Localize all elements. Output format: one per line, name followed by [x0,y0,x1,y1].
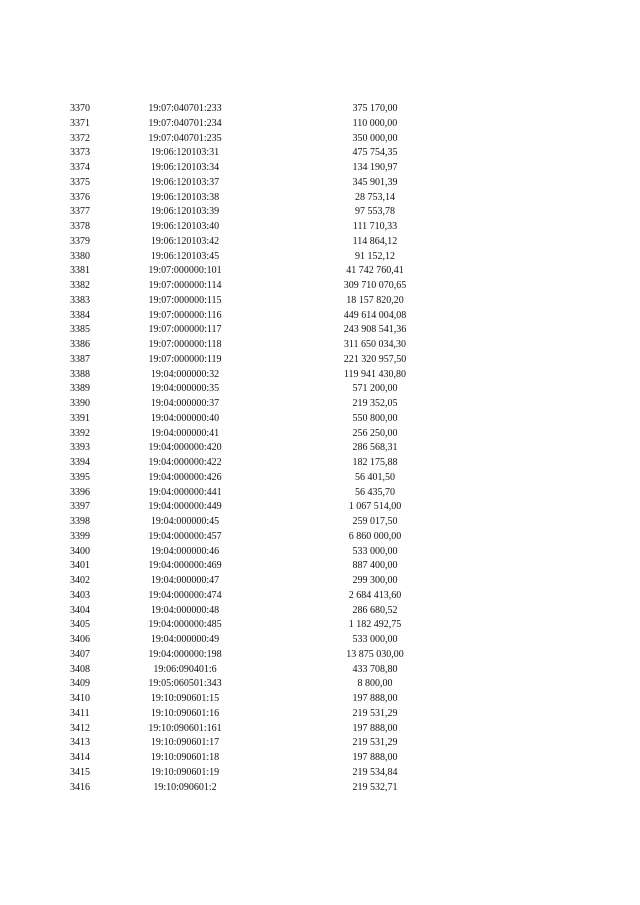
cadastral-number: 19:04:000000:474 [148,589,222,601]
table-row [0,161,640,176]
cadastral-number: 19:07:000000:118 [148,339,222,350]
cadastral-number: 19:04:000000:35 [150,383,220,395]
table-row [0,250,640,265]
row-number: 3399 [70,530,90,542]
table-row [0,441,640,456]
amount-value: 134 190,97 [352,162,398,173]
row-number: 3401 [70,560,90,572]
row-number: 3414 [70,752,90,763]
amount-value: 13 875 030,00 [346,648,404,660]
amount-value: 219 532,71 [352,781,398,793]
table-row [0,618,640,633]
amount-value: 259 017,50 [352,516,398,527]
cadastral-number: 19:10:090601:2 [153,781,217,793]
table-row [0,574,640,589]
cadastral-number: 19:07:000000:119 [148,353,222,365]
cadastral-number: 19:07:040701:234 [148,117,222,129]
table-row [0,146,640,161]
cadastral-number: 19:04:000000:426 [148,471,222,483]
row-number: 3371 [70,117,90,129]
register-table [0,102,640,795]
cadastral-number: 19:04:000000:420 [148,442,222,454]
cadastral-number: 19:04:000000:441 [148,486,222,498]
amount-value: 550 800,00 [352,412,398,424]
table-row [0,736,640,751]
table-row [0,427,640,442]
amount-value: 533 000,00 [352,634,398,645]
amount-value: 6 860 000,00 [348,530,402,542]
amount-value: 887 400,00 [352,560,398,572]
table-row [0,692,640,707]
cadastral-number: 19:10:090601:15 [150,693,220,704]
table-row [0,633,640,648]
amount-value: 119 941 430,80 [343,368,407,380]
cadastral-number: 19:05:060501:343 [148,678,222,690]
row-number: 3386 [70,339,90,350]
table-row [0,397,640,412]
amount-value: 286 568,31 [352,442,398,454]
table-row [0,117,640,132]
row-number: 3388 [70,368,90,380]
table-row [0,722,640,737]
amount-value: 243 908 541,36 [343,324,407,336]
table-row [0,500,640,515]
row-number: 3385 [70,324,90,336]
row-number: 3373 [70,147,90,159]
table-row [0,471,640,486]
table-row [0,456,640,471]
amount-value: 345 901,39 [352,176,398,188]
table-row [0,559,640,574]
row-number: 3389 [70,383,90,395]
row-number: 3387 [70,353,90,365]
row-number: 3375 [70,176,90,188]
row-number: 3381 [70,265,90,277]
row-number: 3395 [70,471,90,483]
row-number: 3390 [70,398,90,409]
amount-value: 8 800,00 [357,678,393,690]
cadastral-number: 19:04:000000:48 [150,604,220,616]
cadastral-number: 19:07:040701:235 [148,132,222,144]
table-row [0,707,640,722]
table-row [0,781,640,796]
amount-value: 221 320 957,50 [343,353,407,365]
cadastral-number: 19:04:000000:37 [150,398,220,409]
cadastral-number: 19:06:120103:40 [150,221,220,232]
amount-value: 111 710,33 [352,221,398,232]
cadastral-number: 19:07:000000:114 [148,280,222,291]
table-row [0,382,640,397]
row-number: 3372 [70,132,90,144]
row-number: 3404 [70,604,90,616]
table-row [0,264,640,279]
amount-value: 350 000,00 [352,132,398,144]
row-number: 3396 [70,486,90,498]
cadastral-number: 19:10:090601:19 [150,766,220,778]
amount-value: 114 864,12 [352,235,398,247]
amount-value: 197 888,00 [352,722,398,734]
amount-value: 449 614 004,08 [343,309,407,321]
cadastral-number: 19:04:000000:422 [148,457,222,468]
cadastral-number: 19:04:000000:449 [148,501,222,513]
row-number: 3407 [70,648,90,660]
cadastral-number: 19:06:120103:31 [150,147,220,159]
row-number: 3408 [70,663,90,675]
row-number: 3411 [70,707,90,719]
table-row [0,205,640,220]
cadastral-number: 19:10:090601:161 [148,722,222,734]
table-row [0,589,640,604]
cadastral-number: 19:07:000000:117 [148,324,222,336]
row-number: 3382 [70,280,90,291]
amount-value: 197 888,00 [352,752,398,763]
table-row [0,294,640,309]
amount-value: 475 754,35 [352,147,398,159]
table-row [0,368,640,383]
table-row [0,545,640,560]
row-number: 3409 [70,678,90,690]
table-row [0,235,640,250]
table-row [0,486,640,501]
amount-value: 219 352,05 [352,398,398,409]
table-row [0,102,640,117]
cadastral-number: 19:06:120103:42 [150,235,220,247]
amount-value: 56 401,50 [355,471,395,483]
cadastral-number: 19:04:000000:45 [150,516,220,527]
amount-value: 311 650 034,30 [343,339,407,350]
row-number: 3413 [70,737,90,749]
cadastral-number: 19:04:000000:485 [148,619,222,631]
amount-value: 91 152,12 [355,250,395,262]
row-number: 3406 [70,634,90,645]
row-number: 3379 [70,235,90,247]
amount-value: 110 000,00 [352,117,398,129]
table-row [0,353,640,368]
row-number: 3380 [70,250,90,262]
table-row [0,176,640,191]
row-number: 3398 [70,516,90,527]
table-row [0,766,640,781]
amount-value: 375 170,00 [352,103,398,114]
cadastral-number: 19:04:000000:32 [150,368,220,380]
row-number: 3376 [70,191,90,203]
row-number: 3394 [70,457,90,468]
table-row [0,279,640,294]
amount-value: 286 680,52 [352,604,398,616]
row-number: 3410 [70,693,90,704]
amount-value: 1 182 492,75 [348,619,402,631]
cadastral-number: 19:06:120103:45 [150,250,220,262]
row-number: 3415 [70,766,90,778]
row-number: 3391 [70,412,90,424]
table-row [0,677,640,692]
cadastral-number: 19:07:000000:101 [148,265,222,277]
row-number: 3400 [70,545,90,557]
cadastral-number: 19:06:120103:38 [150,191,220,203]
cadastral-number: 19:04:000000:469 [148,560,222,572]
amount-value: 433 708,80 [352,663,398,675]
cadastral-number: 19:04:000000:47 [150,575,220,586]
row-number: 3403 [70,589,90,601]
table-row [0,338,640,353]
amount-value: 197 888,00 [352,693,398,704]
amount-value: 41 742 760,41 [346,265,404,277]
cadastral-number: 19:10:090601:16 [150,707,220,719]
table-row [0,530,640,545]
amount-value: 219 531,29 [352,737,398,749]
row-number: 3405 [70,619,90,631]
row-number: 3392 [70,427,90,439]
table-row [0,220,640,235]
row-number: 3383 [70,294,90,306]
row-number: 3397 [70,501,90,513]
cadastral-number: 19:04:000000:49 [150,634,220,645]
amount-value: 56 435,70 [355,486,395,498]
cadastral-number: 19:07:040701:233 [148,103,222,114]
cadastral-number: 19:04:000000:41 [150,427,220,439]
table-row [0,132,640,147]
row-number: 3378 [70,221,90,232]
table-row [0,604,640,619]
cadastral-number: 19:10:090601:18 [150,752,220,763]
table-row [0,309,640,324]
table-row [0,663,640,678]
amount-value: 219 531,29 [352,707,398,719]
amount-value: 309 710 070,65 [343,280,407,291]
cadastral-number: 19:06:120103:37 [150,176,220,188]
row-number: 3416 [70,781,90,793]
amount-value: 97 553,78 [355,206,395,218]
amount-value: 28 753,14 [355,191,395,203]
cadastral-number: 19:04:000000:46 [150,545,220,557]
amount-value: 256 250,00 [352,427,398,439]
table-row [0,412,640,427]
amount-value: 18 157 820,20 [346,294,404,306]
cadastral-number: 19:07:000000:116 [148,309,222,321]
amount-value: 533 000,00 [352,545,398,557]
row-number: 3393 [70,442,90,454]
row-number: 3384 [70,309,90,321]
cadastral-number: 19:06:120103:39 [150,206,220,218]
cadastral-number: 19:04:000000:40 [150,412,220,424]
table-row [0,515,640,530]
cadastral-number: 19:10:090601:17 [150,737,220,749]
cadastral-number: 19:07:000000:115 [148,294,222,306]
row-number: 3402 [70,575,90,586]
table-row [0,323,640,338]
table-row [0,191,640,206]
cadastral-number: 19:04:000000:457 [148,530,222,542]
amount-value: 219 534,84 [352,766,398,778]
amount-value: 571 200,00 [352,383,398,395]
table-row [0,648,640,663]
amount-value: 182 175,88 [352,457,398,468]
row-number: 3374 [70,162,90,173]
amount-value: 299 300,00 [352,575,398,586]
amount-value: 1 067 514,00 [348,501,402,513]
row-number: 3412 [70,722,90,734]
table-row [0,751,640,766]
cadastral-number: 19:06:090401:6 [153,663,217,675]
row-number: 3370 [70,103,90,114]
cadastral-number: 19:04:000000:198 [148,648,222,660]
row-number: 3377 [70,206,90,218]
amount-value: 2 684 413,60 [348,589,402,601]
cadastral-number: 19:06:120103:34 [150,162,220,173]
